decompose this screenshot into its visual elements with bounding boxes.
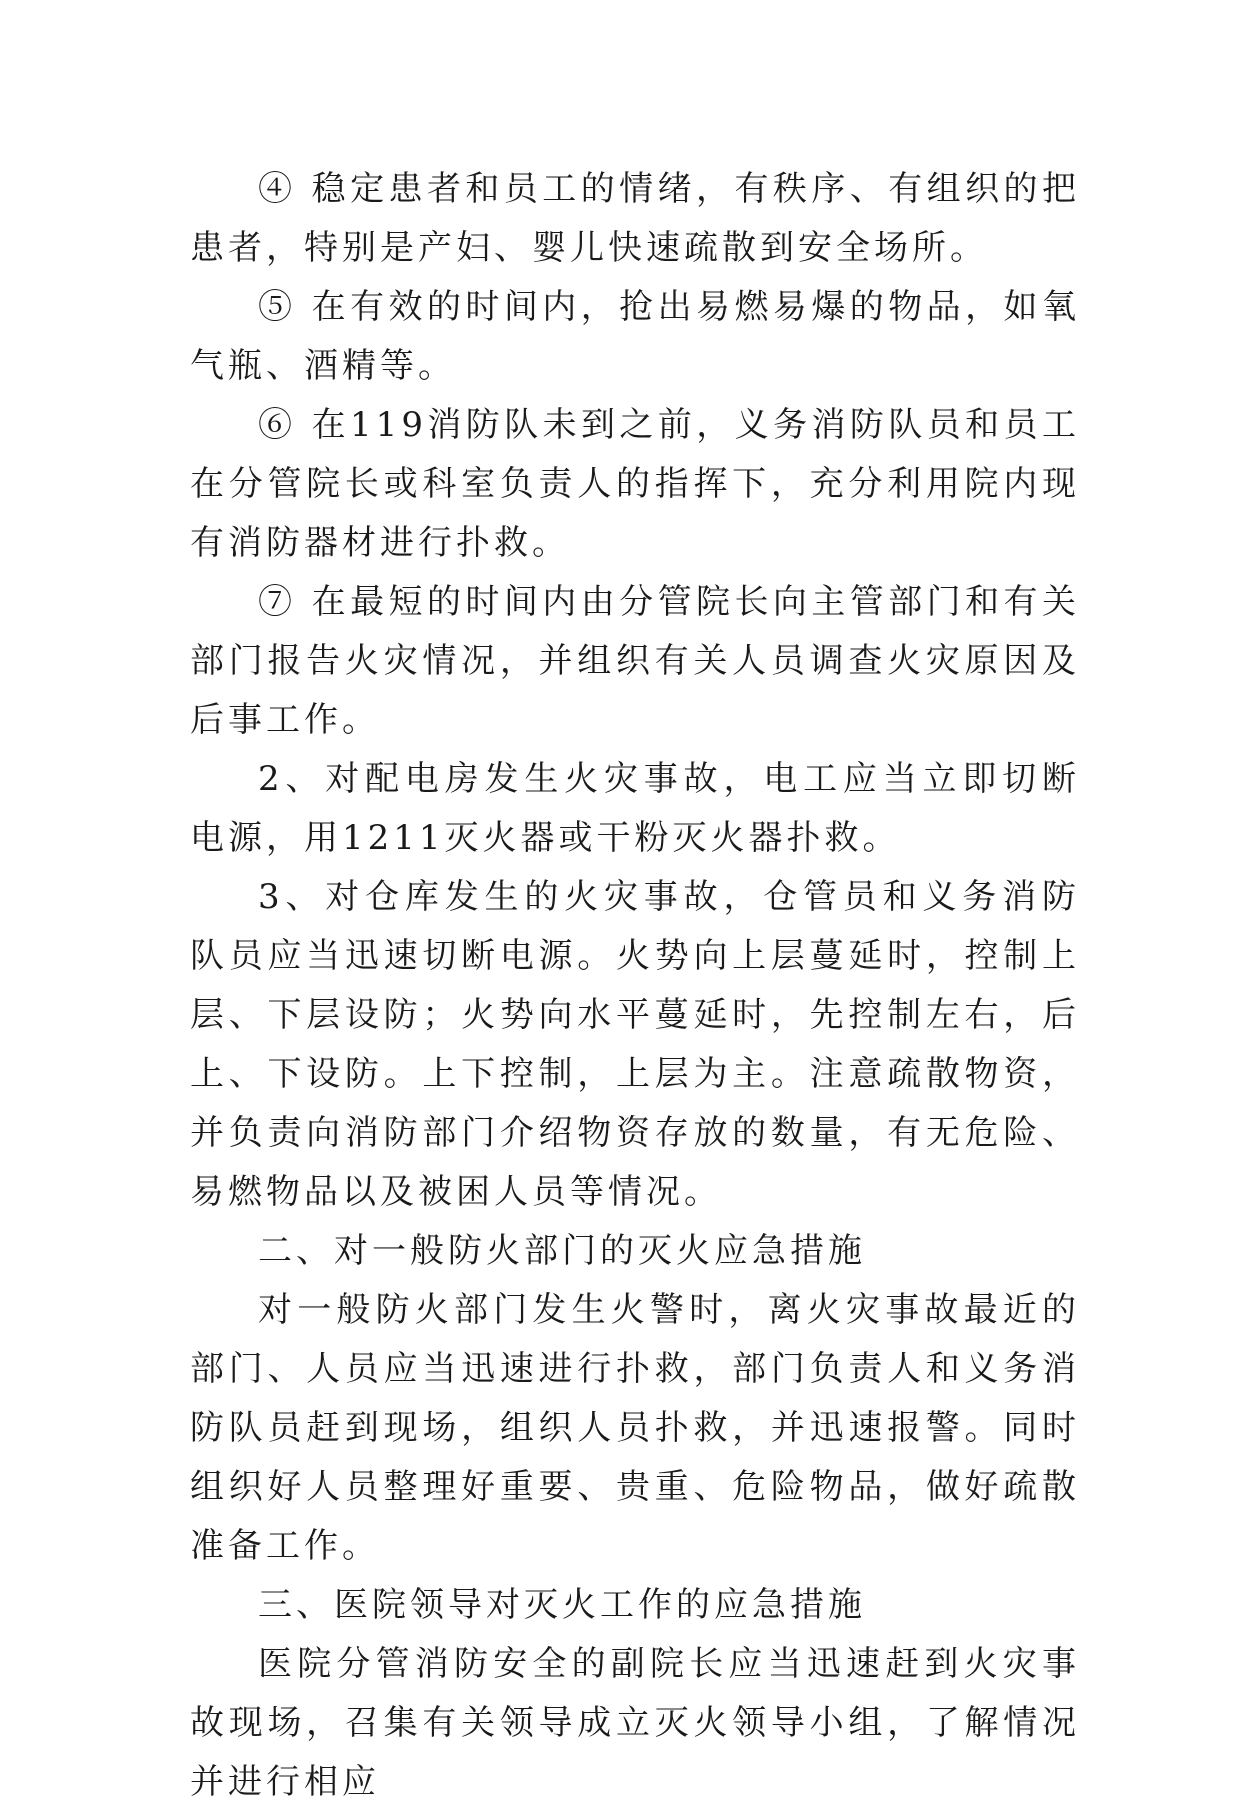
- section-heading-general-departments: 二、对一般防火部门的灭火应急措施: [258, 1231, 866, 1271]
- document-body: [190, 160, 1080, 1812]
- paragraph-warehouse: 3、对仓库发生的火灾事故，仓管员和义务消防队员应当迅速切断电源。火势向上层蔓延时，控制上层、下层设防；火势向水平蔓延时，先控制左右，后上、下设防。上下控制，上层为主。注意疏散物资，并负责向消防部门介绍物资存放的数量，有无危险、易燃物品以及被困人员等情况。: [190, 877, 1080, 1212]
- paragraph-item-5: ⑤ 在有效的时间内，抢出易燃易爆的物品，如氧气瓶、酒精等。: [190, 287, 1080, 386]
- paragraph-general-departments: 对一般防火部门发生火警时，离火灾事故最近的部门、人员应当迅速进行扑救，部门负责人和义务消防队员赶到现场，组织人员扑救，并迅速报警。同时组织好人员整理好重要、贵重、危险物品，做好疏散准备工作。: [190, 1290, 1080, 1566]
- paragraph-distribution-room: 2、对配电房发生火灾事故，电工应当立即切断电源，用1211灭火器或干粉灭火器扑救。: [190, 759, 1080, 858]
- paragraph-item-7: ⑦ 在最短的时间内由分管院长向主管部门和有关部门报告火灾情况，并组织有关人员调查火灾原因及后事工作。: [190, 582, 1080, 740]
- paragraph-item-4: ④ 稳定患者和员工的情绪，有秩序、有组织的把患者，特别是产妇、婴儿快速疏散到安全场所。: [190, 169, 1080, 268]
- paragraph-item-6: ⑥ 在119消防队未到之前，义务消防队员和员工在分管院长或科室负责人的指挥下，充分利用院内现有消防器材进行扑救。: [190, 405, 1080, 563]
- section-heading-hospital-leadership: 三、医院领导对灭火工作的应急措施: [258, 1585, 866, 1625]
- paragraph-hospital-leadership: 医院分管消防安全的副院长应当迅速赶到火灾事故现场，召集有关领导成立灭火领导小组，了解情况并进行相应: [190, 1644, 1080, 1802]
